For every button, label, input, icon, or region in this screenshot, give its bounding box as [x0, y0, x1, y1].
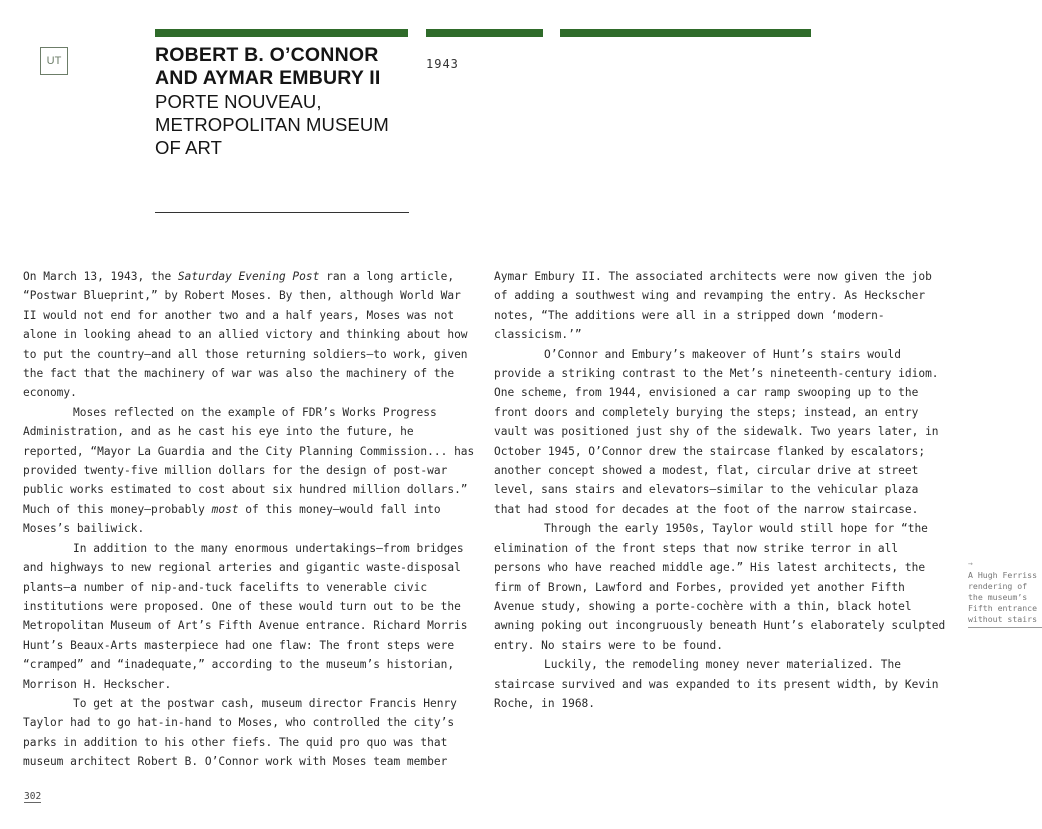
- header-rule-3: [560, 29, 811, 37]
- work-title-line-2: METROPOLITAN MUSEUM: [155, 114, 389, 135]
- emphasis: most: [211, 502, 239, 516]
- header-rule-2: [426, 29, 543, 37]
- architects-line-2: AND AYMAR EMBURY II: [155, 67, 381, 89]
- entry-title: [155, 44, 415, 159]
- image-caption: [968, 558, 1042, 628]
- paragraph: Moses reflected on the example of FDR’s Works Progress Administration, and as he cast his eye into the future, he reported, “Mayor La Guardia and the City Planning Commission... has provided twenty-five million dollars for the design of post-war public works estimated to cost about six hundred million dollars.” Much of this money—probably most of this money—would fall into Moses’s bailiwick.: [23, 405, 475, 536]
- paragraph: Aymar Embury II. The associated architects were now given the job of adding a southwest wing and revamping the entry. As Heckscher notes, “The additions were all in a stripped down ‘modern-classicism.’”: [494, 270, 932, 342]
- caption-rule: [968, 627, 1042, 628]
- caption-text: A Hugh Ferriss rendering of the museum’s Fifth entrance without stairs: [968, 570, 1038, 624]
- paragraph: O’Connor and Embury’s makeover of Hunt’s stairs would provide a striking contrast to the Met’s nineteenth-century idiom. One scheme, from 1944, envisioned a car ramp swooping up to the front doors and completely burying the steps; instead, an entry vault was positioned just shy of the sidewalk. Two years later, in October 1945, O’Connor drew the staircase flanked by escalators; another concept showed a modest, flat, circular drive at street level, sans stairs and elevators—similar to the vehicular plaza that had stood for decades at the foot of the narrow staircase.: [494, 347, 939, 516]
- header-rule-1: [155, 29, 408, 37]
- paragraph: Luckily, the remodeling money never materialized. The staircase survived and was expanded to its present width, by Kevin Roche, in 1968.: [494, 658, 939, 710]
- body-column-left: [23, 267, 475, 772]
- body-column-right: [494, 267, 949, 713]
- arrow-icon: →: [968, 559, 973, 568]
- paragraph: In addition to the many enormous undertakings—from bridges and highways to new regional arteries and gigantic waste-disposal plants—a number of nip-and-tuck facelifts to venerable civic institutions were proposed. One of these would turn out to be the Metropolitan Museum of Art’s Fifth Avenue entrance. Richard Morris Hunt’s Beaux-Arts masterpiece had one flaw: The front steps were “cramped” and “inadequate,” according to the museum’s historian, Morrison H. Heckscher.: [23, 541, 468, 691]
- entry-year: 1943: [426, 57, 459, 71]
- publication-title: Saturday Evening Post: [177, 270, 320, 283]
- paragraph: Through the early 1950s, Taylor would still hope for “the elimination of the front steps that now strike terror in all persons who have reached middle age.” His latest architects, the firm of Brown, Lawford and Forbes, provided yet another Fifth Avenue study, showing a porte-cochère with a thin, black hotel awning poking out incongruously beneath Hunt’s elaborately sculpted entry. No stairs were to be found.: [494, 522, 946, 652]
- section-badge: UT: [40, 47, 68, 75]
- paragraph: On March 13, 1943, the Saturday Evening Post ran a long article, “Postwar Blueprint,” by Robert Moses. By then, although World War II would not end for another two and a half years, Moses was not alone in looking ahead to an allied victory and thinking about how to put the country—and all those returning soldiers—to work, given the fact that the machinery of war was also the machinery of the economy.: [23, 270, 468, 400]
- page-number: 302: [24, 791, 42, 802]
- architects-line-1: ROBERT B. O’CONNOR: [155, 44, 379, 66]
- paragraph: To get at the postwar cash, museum director Francis Henry Taylor had to go hat-in-hand to Moses, who controlled the city’s parks in addition to his other fiefs. The quid pro quo was that museum architect Robert B. O’Connor work with Moses team member: [23, 696, 457, 769]
- title-divider: [155, 212, 409, 213]
- work-title-line-3: OF ART: [155, 137, 223, 158]
- work-title-line-1: PORTE NOUVEAU,: [155, 91, 322, 112]
